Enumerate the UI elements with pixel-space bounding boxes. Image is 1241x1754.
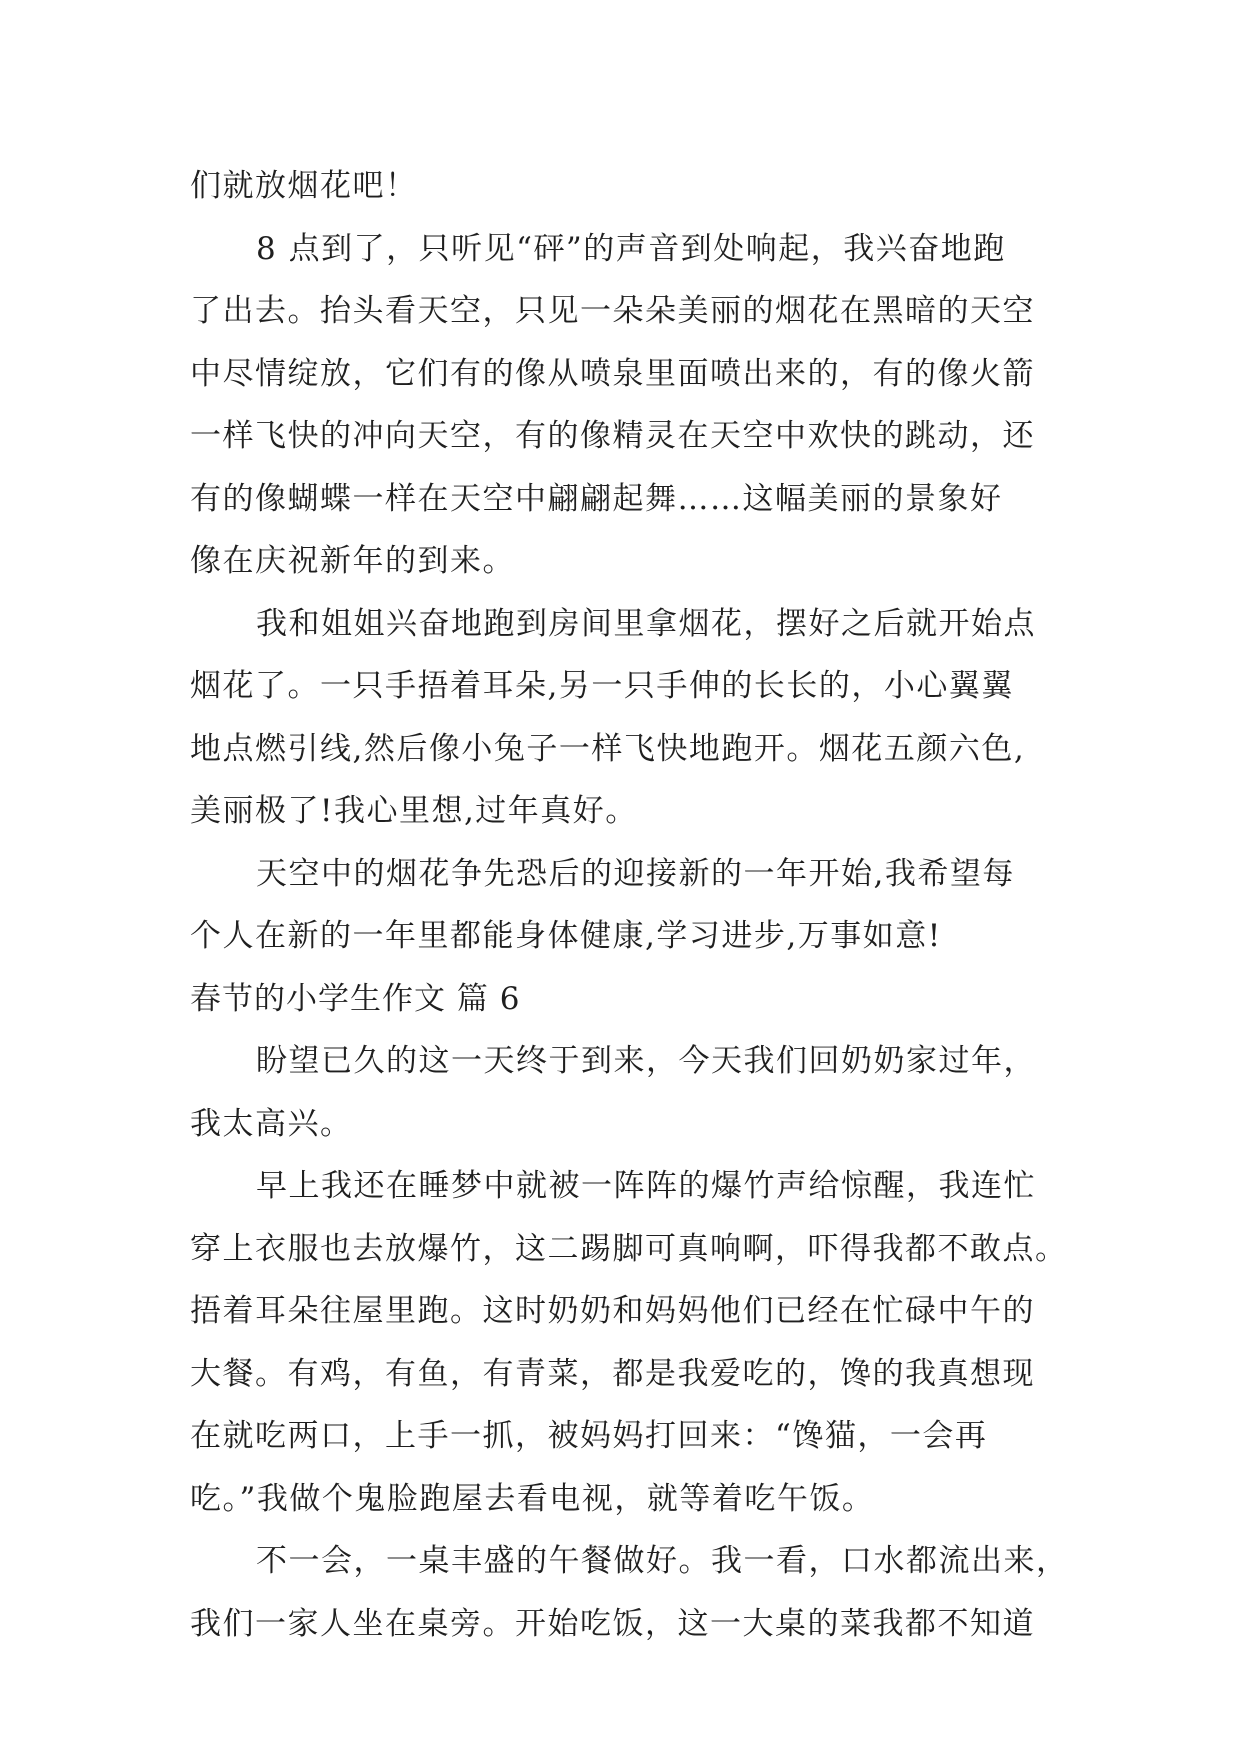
text-line: 一样飞快的冲向天空，有的像精灵在天空中欢快的跳动，还 <box>190 418 1035 454</box>
text-line: 美丽极了!我心里想,过年真好。 <box>190 793 638 829</box>
text-line: 地点燃引线,然后像小兔子一样飞快地跑开。烟花五颜六色, <box>190 730 1026 767</box>
text-line: 们就放烟花吧！ <box>190 168 418 204</box>
essay-body <box>190 155 1069 1655</box>
text-line: 有的像蝴蝶一样在天空中翩翩起舞……这幅美丽的景象好 <box>190 480 1003 517</box>
text-line: 我和姐姐兴奋地跑到房间里拿烟花，摆好之后就开始点 <box>256 605 1036 642</box>
text-line: 在就吃两口，上手一抓，被妈妈打回来：“馋猫，一会再 <box>190 1418 988 1454</box>
text-line: 8 点到了，只听见“砰”的声音到处响起，我兴奋地跑 <box>256 230 1006 267</box>
text-line: 像在庆祝新年的到来。 <box>190 543 515 579</box>
section-heading: 春节的小学生作文 篇 6 <box>190 980 521 1017</box>
text-line: 烟花了。一只手捂着耳朵,另一只手伸的长长的，小心翼翼 <box>190 668 1014 704</box>
text-line: 吃。”我做个鬼脸跑屋去看电视，就等着吃午饭。 <box>190 1480 875 1517</box>
text-line: 天空中的烟花争先恐后的迎接新的一年开始,我希望每 <box>256 855 1015 892</box>
text-line: 早上我还在睡梦中就被一阵阵的爆竹声给惊醒，我连忙 <box>256 1168 1036 1204</box>
text-line: 我们一家人坐在桌旁。开始吃饭，这一大桌的菜我都不知道 <box>190 1605 1035 1642</box>
text-line: 盼望已久的这一天终于到来，今天我们回奶奶家过年， <box>256 1043 1036 1079</box>
text-line: 个人在新的一年里都能身体健康,学习进步,万事如意! <box>190 918 942 954</box>
text-line: 穿上衣服也去放爆竹，这二踢脚可真响啊，吓得我都不敢点。 <box>190 1230 1068 1267</box>
text-line: 了出去。抬头看天空，只见一朵朵美丽的烟花在黑暗的天空 <box>190 293 1035 329</box>
text-line: 不一会，一桌丰盛的午餐做好。我一看，口水都流出来， <box>256 1543 1069 1579</box>
text-line: 捂着耳朵往屋里跑。这时奶奶和妈妈他们已经在忙碌中午的 <box>190 1293 1035 1329</box>
text-line: 大餐。有鸡，有鱼，有青菜，都是我爱吃的，馋的我真想现 <box>190 1355 1035 1392</box>
text-line: 中尽情绽放，它们有的像从喷泉里面喷出来的，有的像火箭 <box>190 355 1035 392</box>
text-line: 我太高兴。 <box>190 1105 353 1142</box>
